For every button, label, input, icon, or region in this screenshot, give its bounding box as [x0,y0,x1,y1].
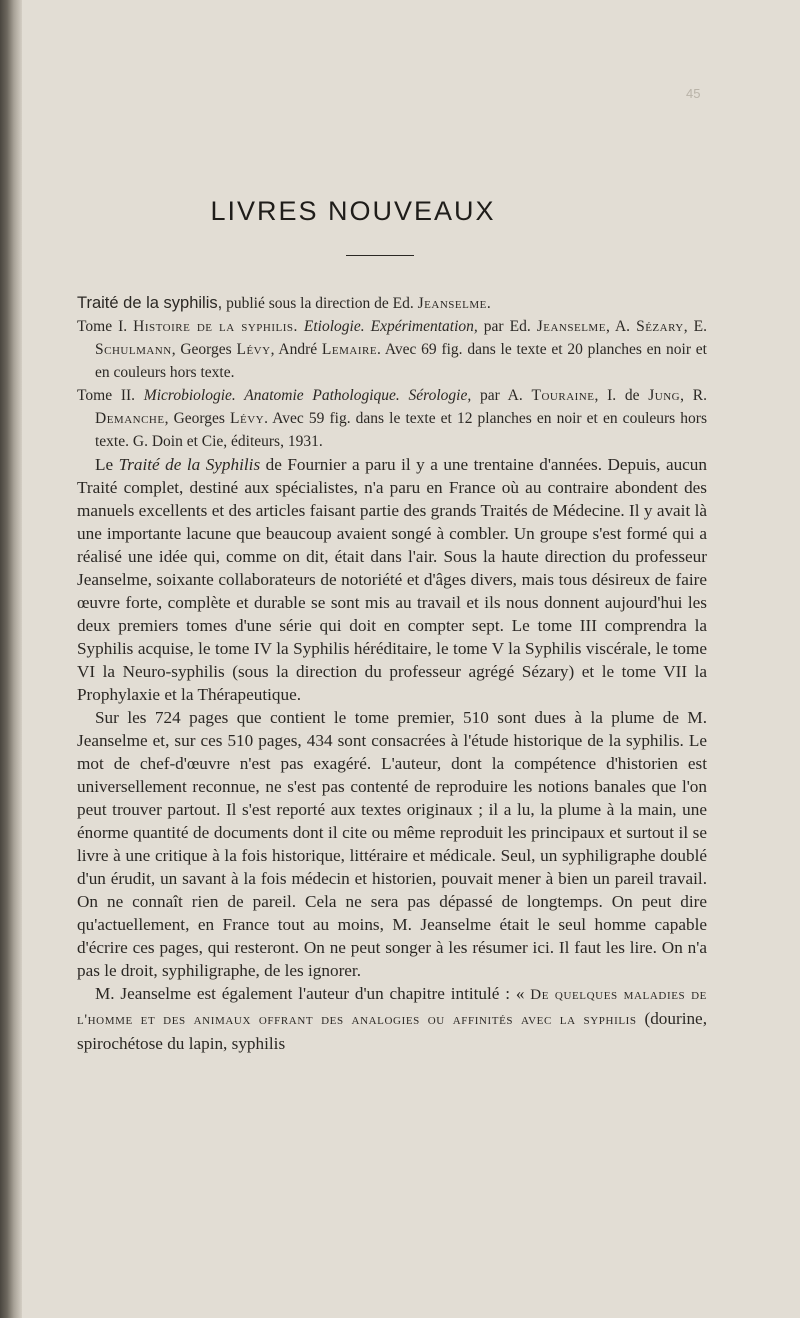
tome-1-authors-text: par Ed. [477,318,537,335]
paragraph-3-text: M. Jeanselme est également l'auteur d'un chapitre intitulé : « [95,984,531,1003]
book-direction: publié sous la direction de Ed. [222,295,418,312]
tome-2-entry [77,384,707,453]
body-text [77,291,707,1055]
book-title-line [77,291,707,315]
tome-2-label: Tome II. [77,387,144,404]
paragraph-2: Sur les 724 pages que contient le tome premier, 510 sont dues à la plume de M. Jeanselme et, sur ces 510 pages, 434 sont consacrées à l'étude historique de la syphilis. Le mot de chef-d'œuvre n'est pas exagéré. L'auteur, dont la compétence d'historien est universellement reconnue, ne s'est pas contenté de reproduire les notions banales que l'on peut trouver partout. Il s'est reporté aux textes originaux ; il a lu, la plume à la main, une énorme quantité de documents dont il cite ou même reproduit les principaux et surtout il se livre à une critique à la fois historique, littéraire et médicale. Seul, un syphiligraphe doublé d'un érudit, un savant à la fois médecin et historien, pouvait mener à bien un pareil travail. On ne connaît rien de pareil. Cela ne sera pas dépassé de longtemps. On peut dire qu'actuellement, en France tout au moins, M. Jeanselme était le seul homme capable d'écrire ces pages, qui resteront. On ne peut songer à les résumer ici. Il faut les lire. On n'a pas le droit, syphiligraphe, de les ignorer. [77,708,707,980]
tome-1-author-schulmann: Schulmann [95,341,172,358]
paragraph-3-text: (dourine, spirochétose du lapin, syphilis [77,1009,707,1053]
tome-1-label: Tome I. [77,318,134,335]
tome-2-author-jung: Jung [648,387,681,404]
page-number: 45 [686,86,701,101]
tome-1-authors-text: , André [270,341,322,358]
tome-1-section: Histoire de la syphilis. [133,318,298,335]
section-title: LIVRES NOUVEAUX [210,196,496,226]
tome-1-authors-text: , E. [683,318,708,335]
tome-2-authors-text: par A. [471,387,532,404]
paragraph-1-text: Le [95,455,119,474]
tome-2-author-touraine: Touraine [531,387,595,404]
tome-1-details: . Avec 69 fig. dans le texte et 20 planches en noir et en couleurs hors texte. [95,341,707,381]
tome-2-authors-text: , Georges [164,410,231,427]
tome-2-authors-text: , I. de [594,387,649,404]
paragraph-1-text: de Fournier a paru il y a une trentaine d'années. Depuis, aucun Traité complet, destiné aux spécialistes, n'a paru en France où au contraire abondent des manuels excellents et des articles faisant partie des grands Traités de Médecine. Il y avait là une importante lacune que beaucoup avaient songé à combler. Un groupe s'est formé qui a réalisé une idée qui, comme on dit, était dans l'air. Sous la haute direction du professeur Jeanselme, soixante collaborateurs de notoriété et d'âges divers, mais tous désireux de faire œuvre forte, complète et durable se sont mis au travail et ils nous donnent aujourd'hui les deux premiers tomes d'une série qui doit en compter sept. Le tome III comprendra la Syphilis acquise, le tome IV la Syphilis héréditaire, le tome V la Syphilis viscérale, le tome VI la Neuro-syphilis (sous la direction du professeur agrégé Sézary) et le tome VII la Prophylaxie et la Thérapeutique. [77,455,707,704]
tome-2-author-demanche: Demanche [95,410,165,427]
tome-1-authors-text: , A. [605,318,637,335]
tome-1-author-sezary: Sézary [636,318,684,335]
tome-1-authors-text: , Georges [171,341,237,358]
tome-2-authors-text: , R. [680,387,707,404]
review-article [77,453,707,1055]
paragraph-3 [77,982,707,1055]
tome-1-author-levy: Lévy [236,341,271,358]
book-title: Traité de la syphilis, [77,294,223,312]
paragraph-1-title: Traité de la Syphilis [118,455,261,474]
tome-1-author-lemaire: Lemaire [321,341,378,358]
tome-1-entry [77,315,707,384]
tome-2-subjects: Microbiologie. Anatomie Pathologique. Sérologie, [143,387,472,404]
tome-1-author-jeanselme: Jeanselme [536,318,606,335]
title-rule-divider [346,255,414,256]
tome-2-author-levy: Lévy [230,410,265,427]
tome-1-subjects: Etiologie. Expérimentation, [297,318,478,335]
book-editor: Jeanselme. [417,295,492,312]
tome-2-details: . Avec 59 fig. dans le texte et 12 planches en noir et en couleurs hors texte. G. Doin et Cie, éditeurs, 1931. [95,410,707,450]
chapter-title: De quelques maladies de l'homme et des animaux offrant des analogies ou affinités avec la syphilis [77,987,707,1028]
binding-edge [0,0,22,1318]
paragraph-1 [77,453,707,706]
book-reference [77,291,707,453]
